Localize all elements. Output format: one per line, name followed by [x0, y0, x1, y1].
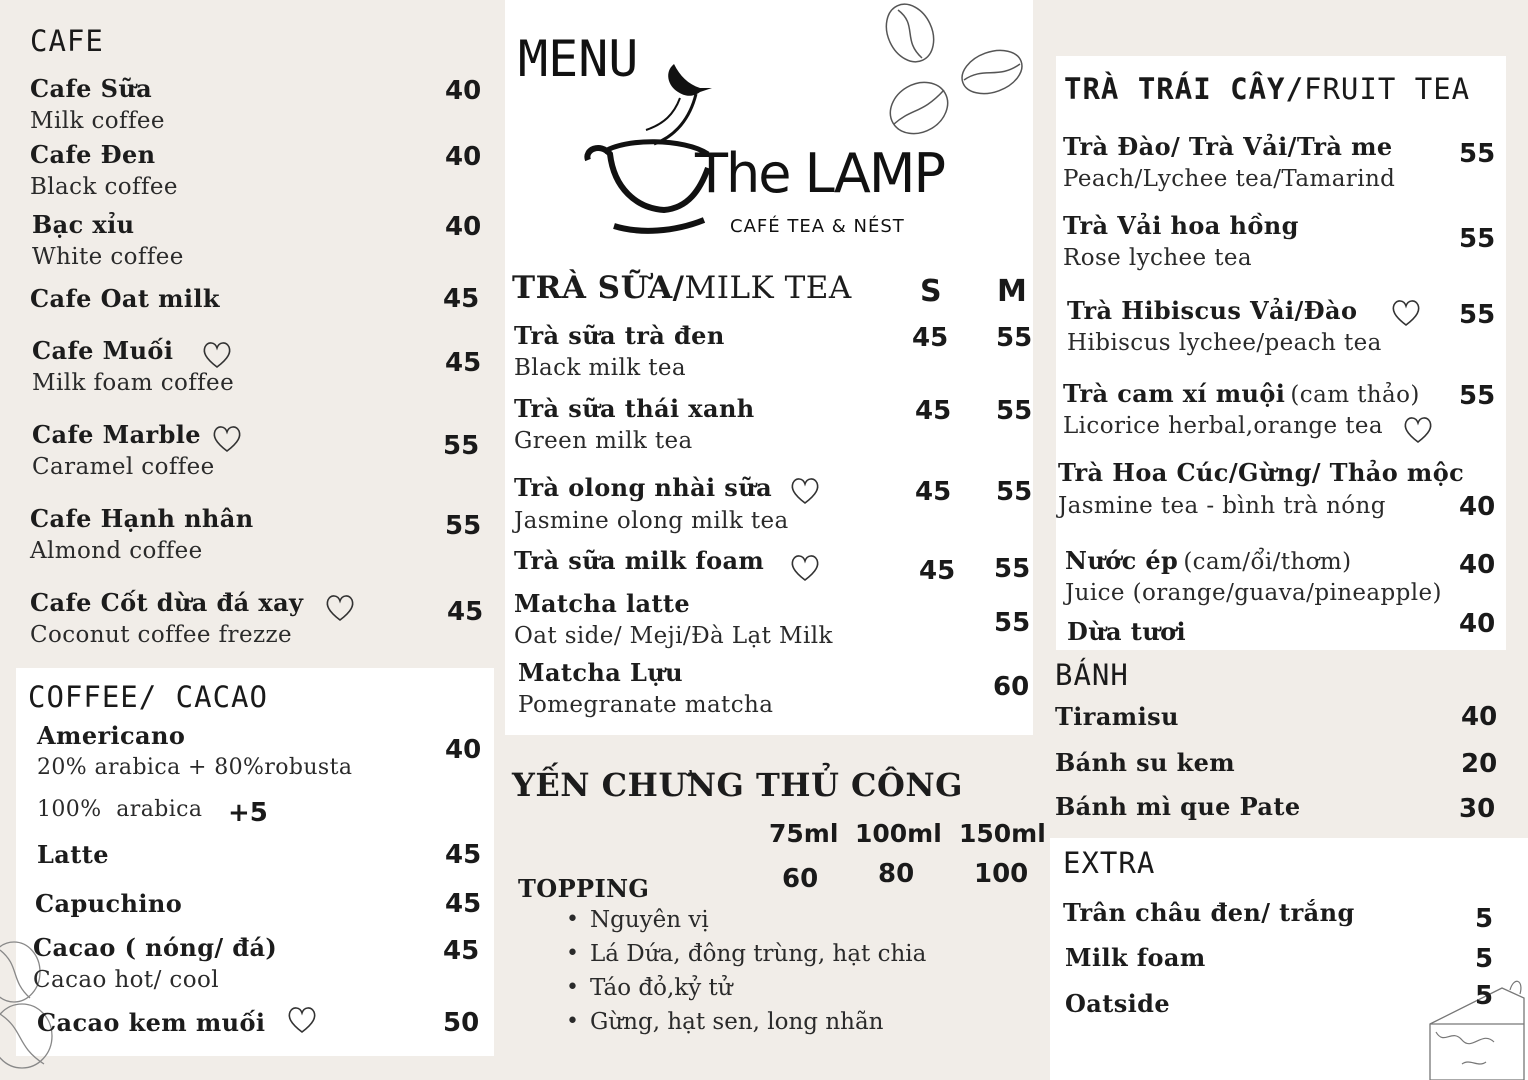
coffee-bean-icon	[880, 0, 940, 66]
menu-item-subtitle: Juice (orange/guava/pineapple)	[1065, 580, 1442, 606]
menu-item-price: 55	[445, 511, 482, 541]
menu-item-name: Capuchino	[35, 889, 183, 918]
heart-outline-icon	[286, 1005, 318, 1035]
topping-label: TOPPING	[518, 874, 650, 903]
menu-item-name: Cacao ( nóng/ đá)	[33, 933, 278, 962]
menu-item-name: Milk foam	[1065, 943, 1206, 972]
milk-tea-title-en: MILK TEA	[684, 270, 852, 306]
menu-item-subtitle: Caramel coffee	[32, 454, 215, 480]
heart-outline-icon	[1390, 298, 1422, 328]
menu-item-name: Tiramisu	[1055, 702, 1179, 731]
menu-item-name: Trà Hibiscus Vải/Đào	[1067, 296, 1358, 325]
menu-item-price: 20	[1461, 749, 1498, 779]
menu-item-name: Trà sữa trà đen	[514, 321, 725, 350]
price-medium: 55	[996, 477, 1033, 507]
price-medium: 55	[994, 554, 1031, 584]
menu-item-name: Cafe Đen	[30, 140, 156, 169]
menu-item-note: 100% arabica	[37, 797, 203, 822]
menu-item-name: Americano	[37, 721, 186, 750]
menu-item-subtitle: Cacao hot/ cool	[33, 967, 219, 993]
menu-item-name: Cacao kem muối	[37, 1008, 266, 1037]
menu-item-price: 40	[1459, 550, 1496, 580]
cafe-section-title: CAFE	[30, 24, 104, 58]
menu-item-name: Trà Hoa Cúc/Gừng/ Thảo mộc	[1058, 458, 1465, 487]
menu-item-subtitle: Rose lychee tea	[1063, 245, 1253, 271]
menu-item-name: Dừa tươi	[1067, 617, 1187, 646]
milk-tea-title-vi: TRÀ SỮA/	[512, 270, 685, 306]
menu-item-name: Bánh mì que Pate	[1055, 792, 1301, 821]
list-item: • Nguyên vị	[566, 903, 926, 937]
heart-outline-icon	[789, 476, 821, 506]
menu-item-price: 40	[445, 212, 482, 242]
menu-item-name: Cafe Oat milk	[30, 284, 220, 313]
menu-item-name: Trà sữa milk foam	[514, 546, 765, 575]
menu-item-price: 45	[443, 936, 480, 966]
menu-item-price: 45	[445, 889, 482, 919]
menu-item-name: Trà Đào/ Trà Vải/Trà me	[1063, 132, 1393, 161]
menu-item-subtitle: Pomegranate matcha	[518, 692, 774, 718]
menu-item-name-row	[1063, 379, 1420, 408]
menu-item-subtitle: Oat side/ Meji/Đà Lạt Milk	[514, 623, 833, 649]
menu-item-price: 45	[447, 597, 484, 627]
menu-item-price: 45	[443, 284, 480, 314]
size-label: 150ml	[959, 819, 1046, 848]
menu-item-price: 40	[1459, 609, 1496, 639]
menu-item-name: Trà cam xí muội	[1063, 379, 1286, 408]
menu-item-price: 55	[1459, 139, 1496, 169]
menu-item-name: Latte	[37, 840, 109, 869]
menu-item-price: 40	[1459, 492, 1496, 522]
heart-outline-icon	[201, 340, 233, 370]
banh-section-title: BÁNH	[1055, 658, 1129, 692]
heart-outline-icon	[789, 553, 821, 583]
price-medium: 55	[994, 608, 1031, 638]
price-medium: 60	[993, 672, 1030, 702]
menu-item-name: Cafe Muối	[32, 336, 174, 365]
menu-item-name: Oatside	[1065, 989, 1171, 1018]
menu-item-name: Trà olong nhài sữa	[514, 473, 773, 502]
menu-item-price: 45	[445, 348, 482, 378]
price-small: 45	[915, 396, 952, 426]
menu-item-price: 40	[1461, 702, 1498, 732]
milk-tea-section-title	[512, 270, 852, 306]
menu-item-price: 40	[445, 142, 482, 172]
brand-name: The LAMP	[695, 142, 945, 205]
menu-item-name: Trân châu đen/ trắng	[1063, 898, 1355, 927]
menu-item-subtitle: Almond coffee	[30, 538, 203, 564]
menu-item-price: 55	[1459, 300, 1496, 330]
menu-item-name-note: (cam thảo)	[1290, 382, 1420, 408]
menu-item-subtitle: Jasmine tea - bình trà nóng	[1058, 493, 1386, 519]
brand-tagline: CAFÉ TEA & NÉST	[730, 216, 905, 237]
menu-item-name: Cafe Hạnh nhân	[30, 504, 254, 533]
size-label: 75ml	[769, 819, 839, 848]
coffee-bean-icon	[886, 78, 952, 138]
menu-item-name-row	[1065, 546, 1352, 575]
menu-item-price: 40	[445, 735, 482, 765]
menu-item-name: Nước ép	[1065, 546, 1179, 575]
price-small: 45	[919, 556, 956, 586]
menu-item-subtitle: 20% arabica + 80%robusta	[37, 755, 353, 780]
topping-list	[566, 903, 926, 1039]
menu-item-price: 5	[1475, 981, 1494, 1011]
size-label: 100ml	[855, 819, 942, 848]
heart-outline-icon	[211, 424, 243, 454]
menu-item-name: Bạc xỉu	[32, 210, 135, 239]
menu-item-price: 5	[1475, 944, 1494, 974]
list-item: • Gừng, hạt sen, long nhãn	[566, 1005, 926, 1039]
extra-section-title: EXTRA	[1063, 846, 1156, 880]
menu-item-price: 5	[1475, 904, 1494, 934]
menu-item-price: 40	[445, 76, 482, 106]
list-item: • Táo đỏ,kỷ tử	[566, 971, 926, 1005]
coffee-bean-icon	[958, 46, 1026, 98]
menu-item-name-note: (cam/ổi/thơm)	[1183, 549, 1352, 575]
menu-item-price: 55	[1459, 224, 1496, 254]
menu-item-name: Cafe Marble	[32, 420, 201, 449]
menu-item-subtitle: Milk foam coffee	[32, 370, 235, 396]
fruit-tea-title-vi: TRÀ TRÁI CÂY/	[1064, 72, 1304, 106]
price: 60	[782, 864, 819, 894]
menu-item-subtitle: Licorice herbal,orange tea	[1063, 413, 1384, 439]
menu-item-subtitle: White coffee	[32, 244, 184, 270]
menu-item-price: 50	[443, 1008, 480, 1038]
price-medium: 55	[996, 323, 1033, 353]
menu-item-name: Matcha Lựu	[518, 658, 683, 687]
price: 100	[974, 859, 1029, 889]
price: 80	[878, 859, 915, 889]
menu-item-name: Bánh su kem	[1055, 748, 1236, 777]
size-label-m: M	[997, 274, 1027, 309]
menu-item-subtitle: Green milk tea	[514, 428, 693, 454]
menu-item-subtitle: Black milk tea	[514, 355, 687, 381]
menu-item-subtitle: Jasmine olong milk tea	[514, 508, 789, 534]
menu-item-price: 30	[1459, 794, 1496, 824]
menu-title: MENU	[518, 30, 639, 88]
coffee-cacao-section-title: COFFEE/ CACAO	[28, 680, 268, 714]
menu-item-price: 45	[445, 840, 482, 870]
list-item: • Lá Dứa, đông trùng, hạt chia	[566, 937, 926, 971]
menu-item-name: Cafe Cốt dừa đá xay	[30, 588, 304, 617]
menu-item-price: 55	[443, 431, 480, 461]
size-label-s: S	[920, 274, 942, 309]
menu-item-price: 55	[1459, 381, 1496, 411]
menu-item-subtitle: Black coffee	[30, 174, 178, 200]
price-medium: 55	[996, 396, 1033, 426]
price-small: 45	[912, 323, 949, 353]
price-small: 45	[915, 477, 952, 507]
menu-item-subtitle: Peach/Lychee tea/Tamarind	[1063, 166, 1396, 192]
fruit-tea-title-en: FRUIT TEA	[1303, 72, 1471, 106]
menu-item-name: Trà Vải hoa hồng	[1063, 211, 1299, 240]
menu-item-subtitle: Hibiscus lychee/peach tea	[1067, 330, 1382, 356]
menu-item-subtitle: Coconut coffee frezze	[30, 622, 293, 648]
heart-outline-icon	[1402, 415, 1434, 445]
yen-section-title: YẾN CHƯNG THỦ CÔNG	[512, 766, 963, 804]
menu-item-name: Cafe Sữa	[30, 74, 153, 103]
menu-item-name: Matcha latte	[514, 589, 691, 618]
menu-item-note-price: +5	[228, 798, 268, 828]
fruit-tea-section-title	[1064, 72, 1470, 106]
menu-item-name: Trà sữa thái xanh	[514, 394, 755, 423]
heart-outline-icon	[324, 593, 356, 623]
menu-item-subtitle: Milk coffee	[30, 108, 165, 134]
